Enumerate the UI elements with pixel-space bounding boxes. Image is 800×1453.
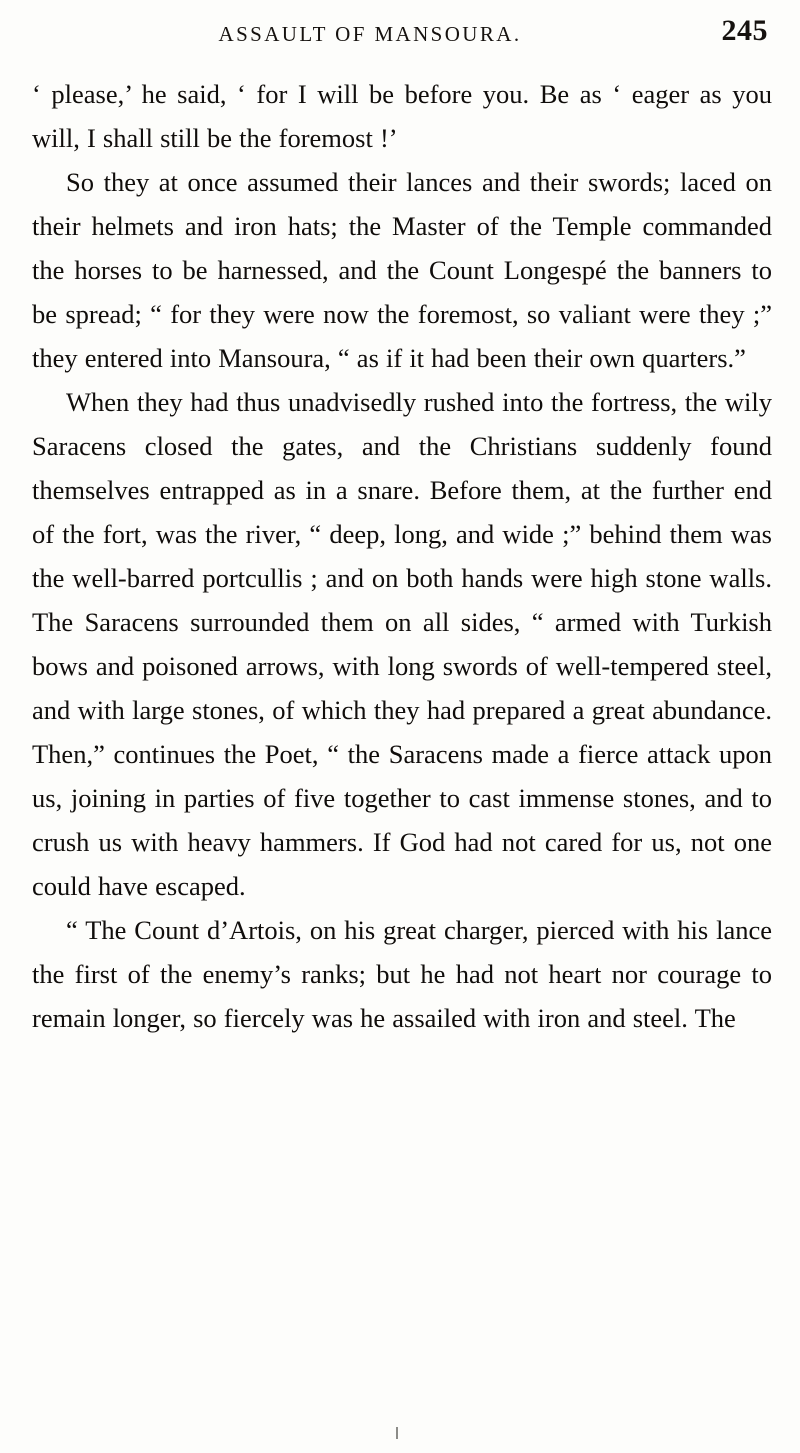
page-header <box>0 10 800 56</box>
paragraph: ‘ please,’ he said, ‘ for I will be before you. Be as ‘ eager as you will, I shall still be the foremost !’ <box>32 79 772 153</box>
paragraph: When they had thus unadvisedly rushed into the fortress, the wily Saracens closed the gates, and the Christians suddenly found themselves entrapped as in a snare. Before them, at the further end of the fort, was the river, “ deep, long, and wide ;” behind them was the well-barred portcullis ; and on both hands were high stone walls. The Saracens surrounded them on all sides, “ armed with Turkish bows and poisoned arrows, with long swords of well-tempered steel, and with large stones, of which they had prepared a great abundance. Then,” continues the Poet, “ the Saracens made a fierce attack upon us, joining in parties of five together to cast immense stones, and to crush us with heavy hammers. If God had not cared for us, not one could have escaped. <box>32 387 772 901</box>
page-footer-mark <box>396 1427 398 1439</box>
paragraph: So they at once assumed their lances and their swords; laced on their helmets and iron hats; the Master of the Temple commanded the horses to be harnessed, and the Count Longespé the banners to be spread; “ for they were now the foremost, so valiant were they ;” they entered into Mansoura, “ as if it had been their own quarters.” <box>32 167 772 373</box>
page-number: 245 <box>721 14 768 47</box>
running-head: ASSAULT OF MANSOURA. <box>218 22 522 46</box>
paragraph: “ The Count d’Artois, on his great charger, pierced with his lance the first of the enemy’s ranks; but he had not heart nor courage to remain longer, so fiercely was he assailed with iron and steel. The <box>32 915 772 1033</box>
body-text <box>32 72 772 1040</box>
